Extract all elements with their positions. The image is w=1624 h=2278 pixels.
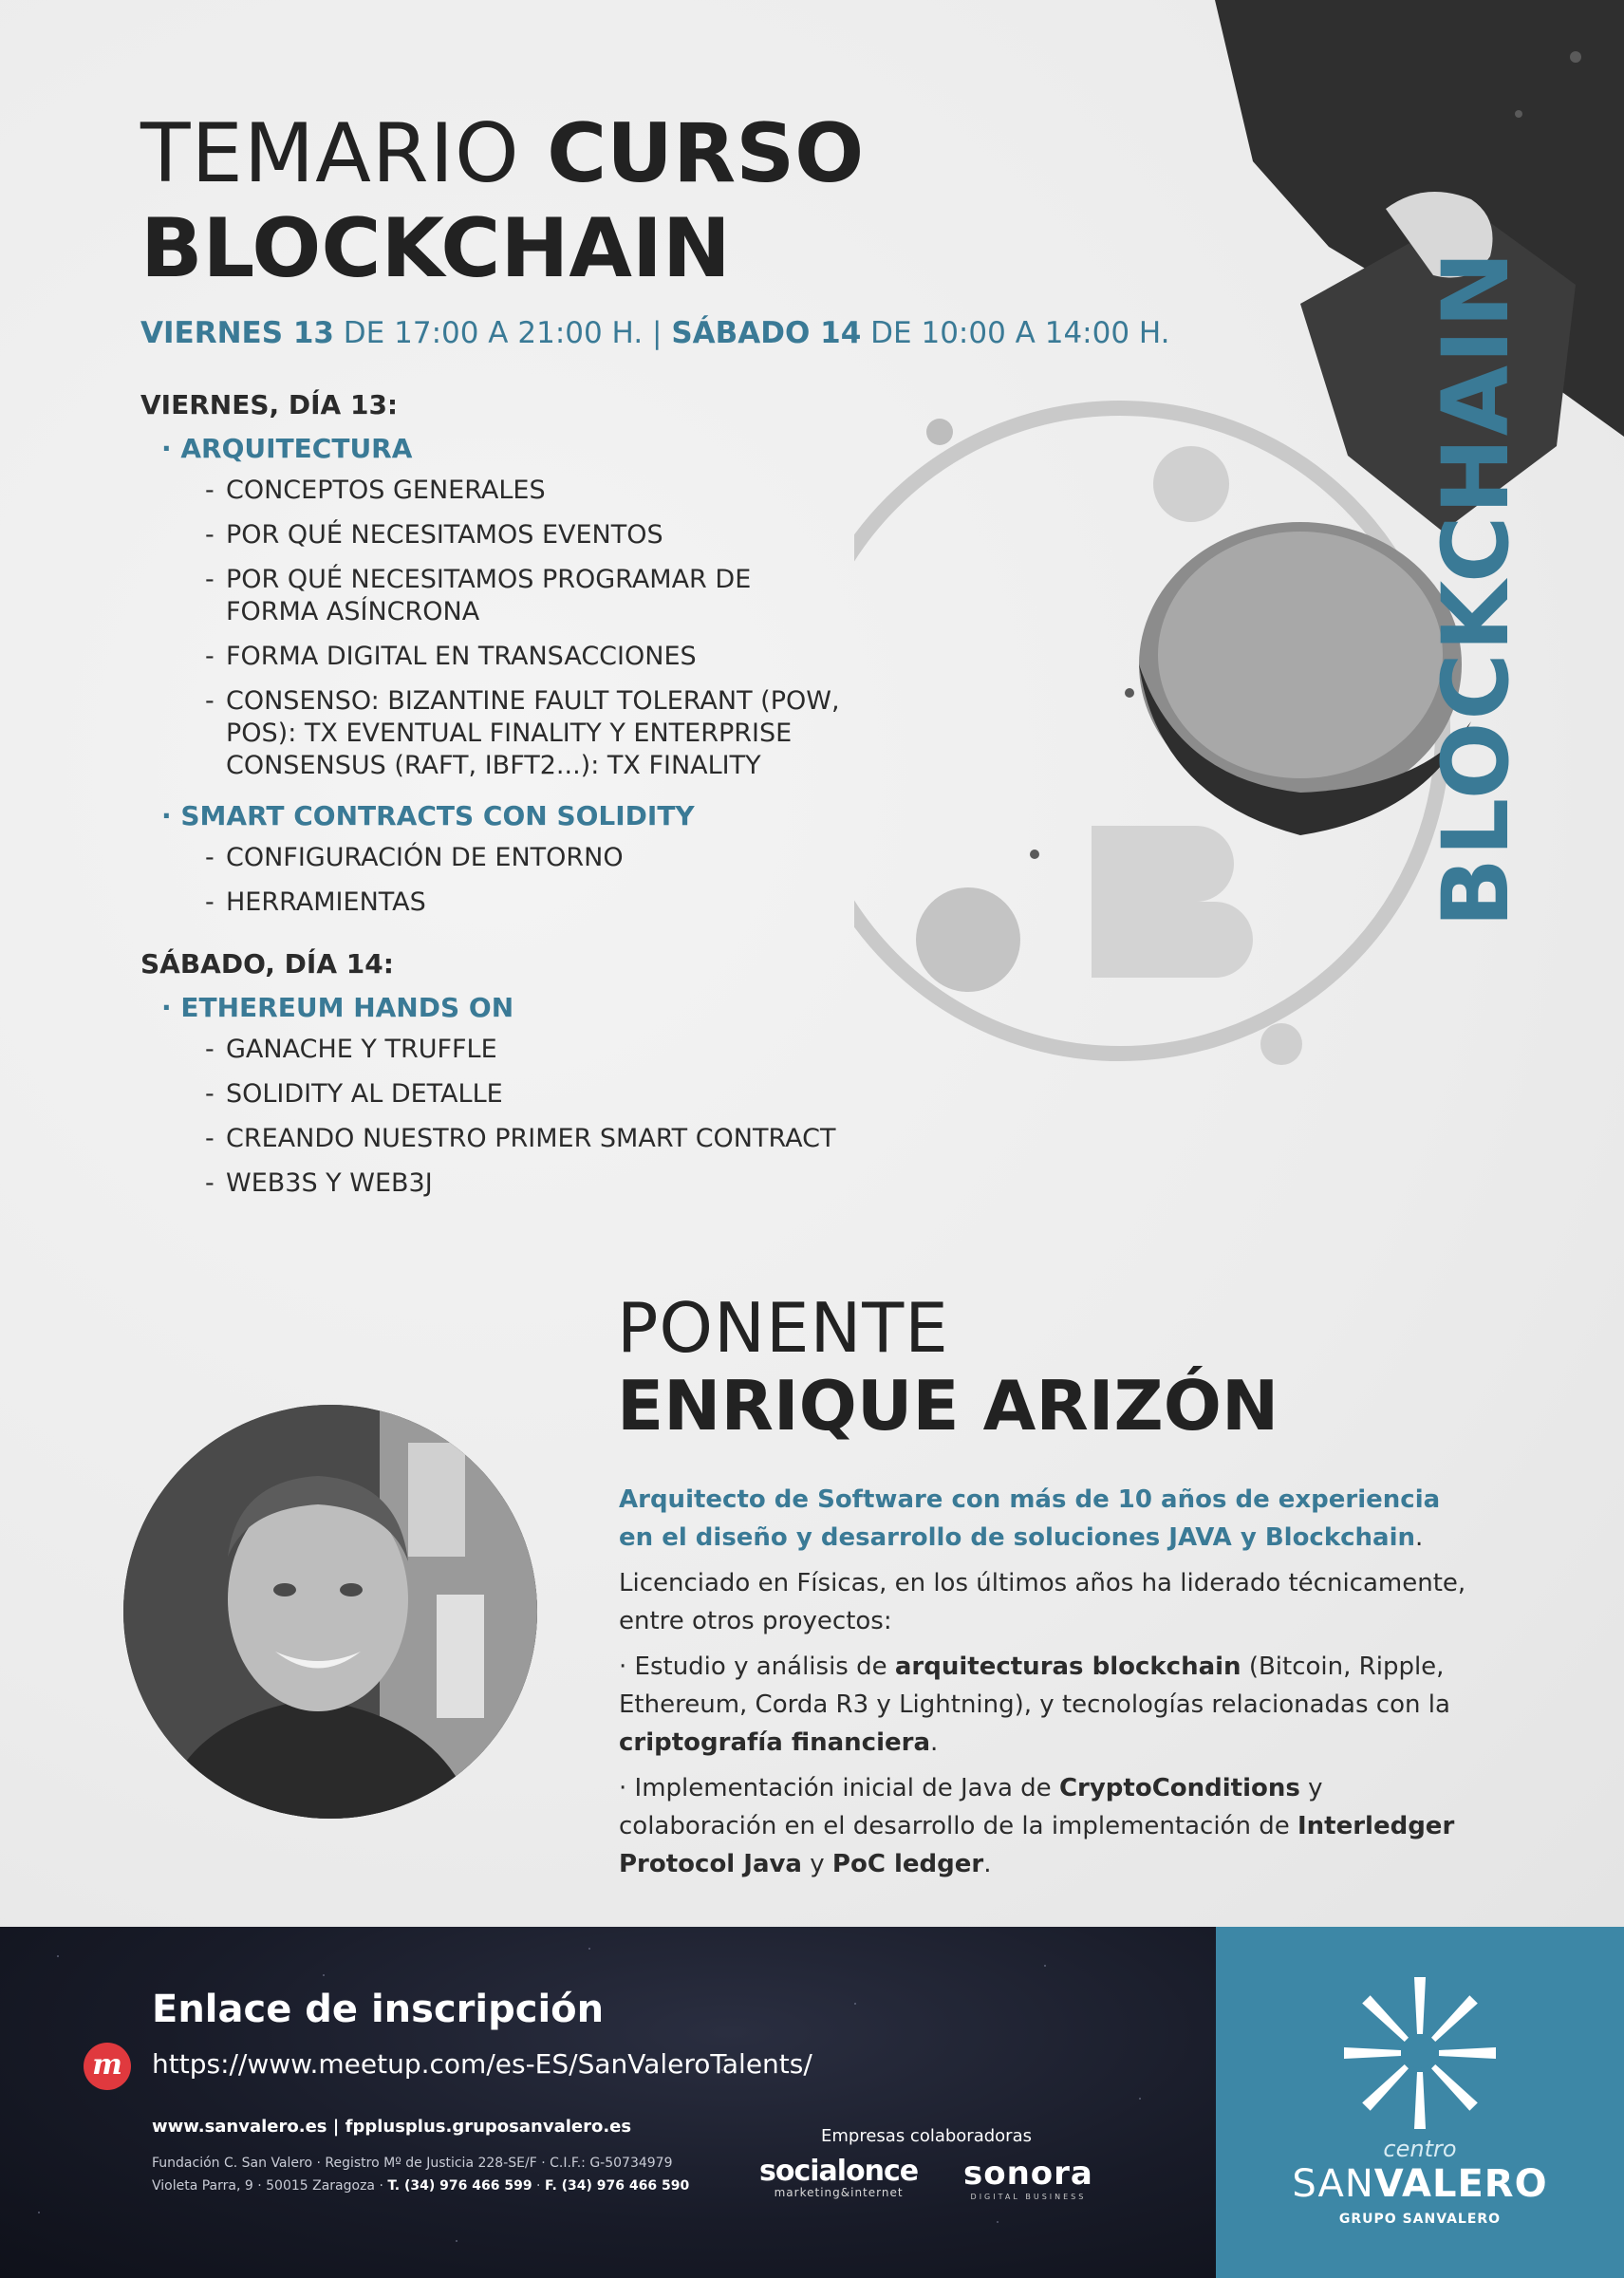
- socialonce-logo: [759, 2155, 918, 2199]
- bio-text: · Estudio y análisis de: [619, 1652, 895, 1681]
- topic-smart-contracts: · SMART CONTRACTS CON SOLIDITY: [161, 800, 695, 831]
- bio-bold: CryptoConditions: [1058, 1774, 1300, 1802]
- schedule-day1-time: DE 17:00 A 21:00 H. |: [333, 316, 672, 350]
- meetup-icon: m: [84, 2043, 131, 2090]
- course-schedule: [140, 316, 1170, 350]
- syllabus-item: - POR QUÉ NECESITAMOS EVENTOS: [140, 519, 995, 551]
- website-links[interactable]: www.sanvalero.es | fpplusplus.gruposanvalero.es: [152, 2117, 632, 2137]
- vertical-title-text: BLOCKCHAIN: [1423, 249, 1529, 928]
- brand-name: [1216, 2162, 1624, 2206]
- course-title: [140, 106, 864, 296]
- legal-info: [152, 2152, 689, 2197]
- registration-heading: Enlace de inscripción: [152, 1988, 605, 2031]
- title-blockchain: BLOCKCHAIN: [140, 201, 731, 296]
- speaker-name: ENRIQUE ARIZÓN: [617, 1366, 1279, 1446]
- bio-project-1: [619, 1648, 1473, 1762]
- bio-lead-end: .: [1415, 1523, 1424, 1552]
- syllabus-item: - FORMA DIGITAL EN TRANSACCIONES: [140, 641, 995, 673]
- bio-lead-text: Arquitecto de Software con más de 10 años de experiencia en el diseño y desarrollo de soluciones JAVA y Blockchain: [619, 1485, 1441, 1552]
- sonora-text: sonora: [963, 2155, 1093, 2193]
- speaker-photo: [123, 1405, 537, 1819]
- legal-line-2: [152, 2175, 689, 2197]
- brand-grupo: GRUPO SANVALERO: [1338, 2212, 1502, 2227]
- schedule-day2: SÁBADO 14: [671, 316, 862, 350]
- topic-ethereum: · ETHEREUM HANDS ON: [161, 992, 514, 1023]
- syllabus-item: - CREANDO NUESTRO PRIMER SMART CONTRACT: [140, 1123, 995, 1155]
- bio-paragraph: Licenciado en Físicas, en los últimos años ha liderado técnicamente, entre otros proyectos:: [619, 1569, 1466, 1635]
- footer: [0, 1927, 1216, 2278]
- brand-centro: centro: [1383, 2136, 1457, 2162]
- bio-bold: Interledger Protocol Java: [619, 1812, 1455, 1878]
- socialonce-text: socialonce: [759, 2155, 919, 2188]
- fax: F. (34) 976 466 590: [544, 2178, 690, 2194]
- phone: T. (34) 976 466 599: [387, 2178, 532, 2194]
- vertical-title: [1424, 228, 1528, 949]
- separator: ·: [532, 2178, 545, 2194]
- day1-label: VIERNES, DÍA 13:: [140, 389, 399, 420]
- legal-line-1: Fundación C. San Valero · Registro Mº de Justicia 228-SE/F · C.I.F.: G-50734979: [152, 2156, 673, 2171]
- syllabus-item: - WEB3S Y WEB3J: [140, 1167, 995, 1200]
- bio-bold: arquitecturas blockchain: [894, 1652, 1241, 1681]
- sonora-logo: [963, 2155, 1093, 2201]
- syllabus-item: - GANACHE Y TRUFFLE: [140, 1034, 995, 1066]
- day2-label: SÁBADO, DÍA 14:: [140, 948, 394, 980]
- bio-text: y: [801, 1850, 832, 1878]
- syllabus: [140, 389, 995, 1212]
- schedule-day2-time: DE 10:00 A 14:00 H.: [861, 316, 1170, 350]
- speaker-heading: [617, 1289, 1279, 1445]
- bio-bold: criptografía financiera: [619, 1728, 931, 1757]
- bio-project-2: [619, 1769, 1473, 1883]
- sponsors-label: Empresas colaboradoras: [821, 2126, 1032, 2146]
- ponente-label: PONENTE: [617, 1288, 949, 1368]
- title-curso: CURSO: [547, 106, 865, 201]
- socialonce-sub: marketing&internet: [774, 2186, 904, 2199]
- sonora-sub: DIGITAL BUSINESS: [970, 2193, 1087, 2201]
- sanvalero-brand-block: [1216, 1927, 1624, 2278]
- syllabus-item: - CONSENSO: BIZANTINE FAULT TOLERANT (POW, POS): TX EVENTUAL FINALITY Y ENTERPRISE CONSENSUS (RAFT, IBFT2...): TX FINALITY: [140, 685, 881, 782]
- schedule-day1: VIERNES 13: [140, 316, 334, 350]
- brand-san: SAN: [1292, 2162, 1374, 2206]
- bio-text: .: [983, 1850, 992, 1878]
- bio-text: · Implementación inicial de Java de: [619, 1774, 1059, 1802]
- title-temario: TEMARIO: [140, 106, 548, 201]
- speaker-bio: [619, 1481, 1473, 1891]
- bio-bold: PoC ledger: [831, 1850, 984, 1878]
- topic-arquitectura: · ARQUITECTURA: [161, 433, 413, 464]
- bio-text: (Bitcoin, Ripple, Ethereum, Corda R3 y Lightning), y tecnologías relacionadas con la: [619, 1652, 1450, 1719]
- brand-valero: VALERO: [1373, 2162, 1548, 2206]
- bio-lead: [619, 1481, 1473, 1557]
- syllabus-item: - SOLIDITY AL DETALLE: [140, 1078, 995, 1111]
- bio-text: y colaboración en el desarrollo de la implementación de: [619, 1774, 1323, 1840]
- sanvalero-logo-icon: [1339, 1972, 1501, 2134]
- address: Violeta Parra, 9 · 50015 Zaragoza ·: [152, 2178, 388, 2194]
- meetup-link[interactable]: https://www.meetup.com/es-ES/SanValeroTalents/: [152, 2048, 812, 2080]
- bio-text: .: [930, 1728, 939, 1757]
- syllabus-item: - POR QUÉ NECESITAMOS PROGRAMAR DE FORMA ASÍNCRONA: [140, 564, 824, 628]
- syllabus-item: - CONFIGURACIÓN DE ENTORNO: [140, 842, 995, 874]
- syllabus-item: - HERRAMIENTAS: [140, 887, 995, 919]
- syllabus-item: - CONCEPTOS GENERALES: [140, 475, 995, 507]
